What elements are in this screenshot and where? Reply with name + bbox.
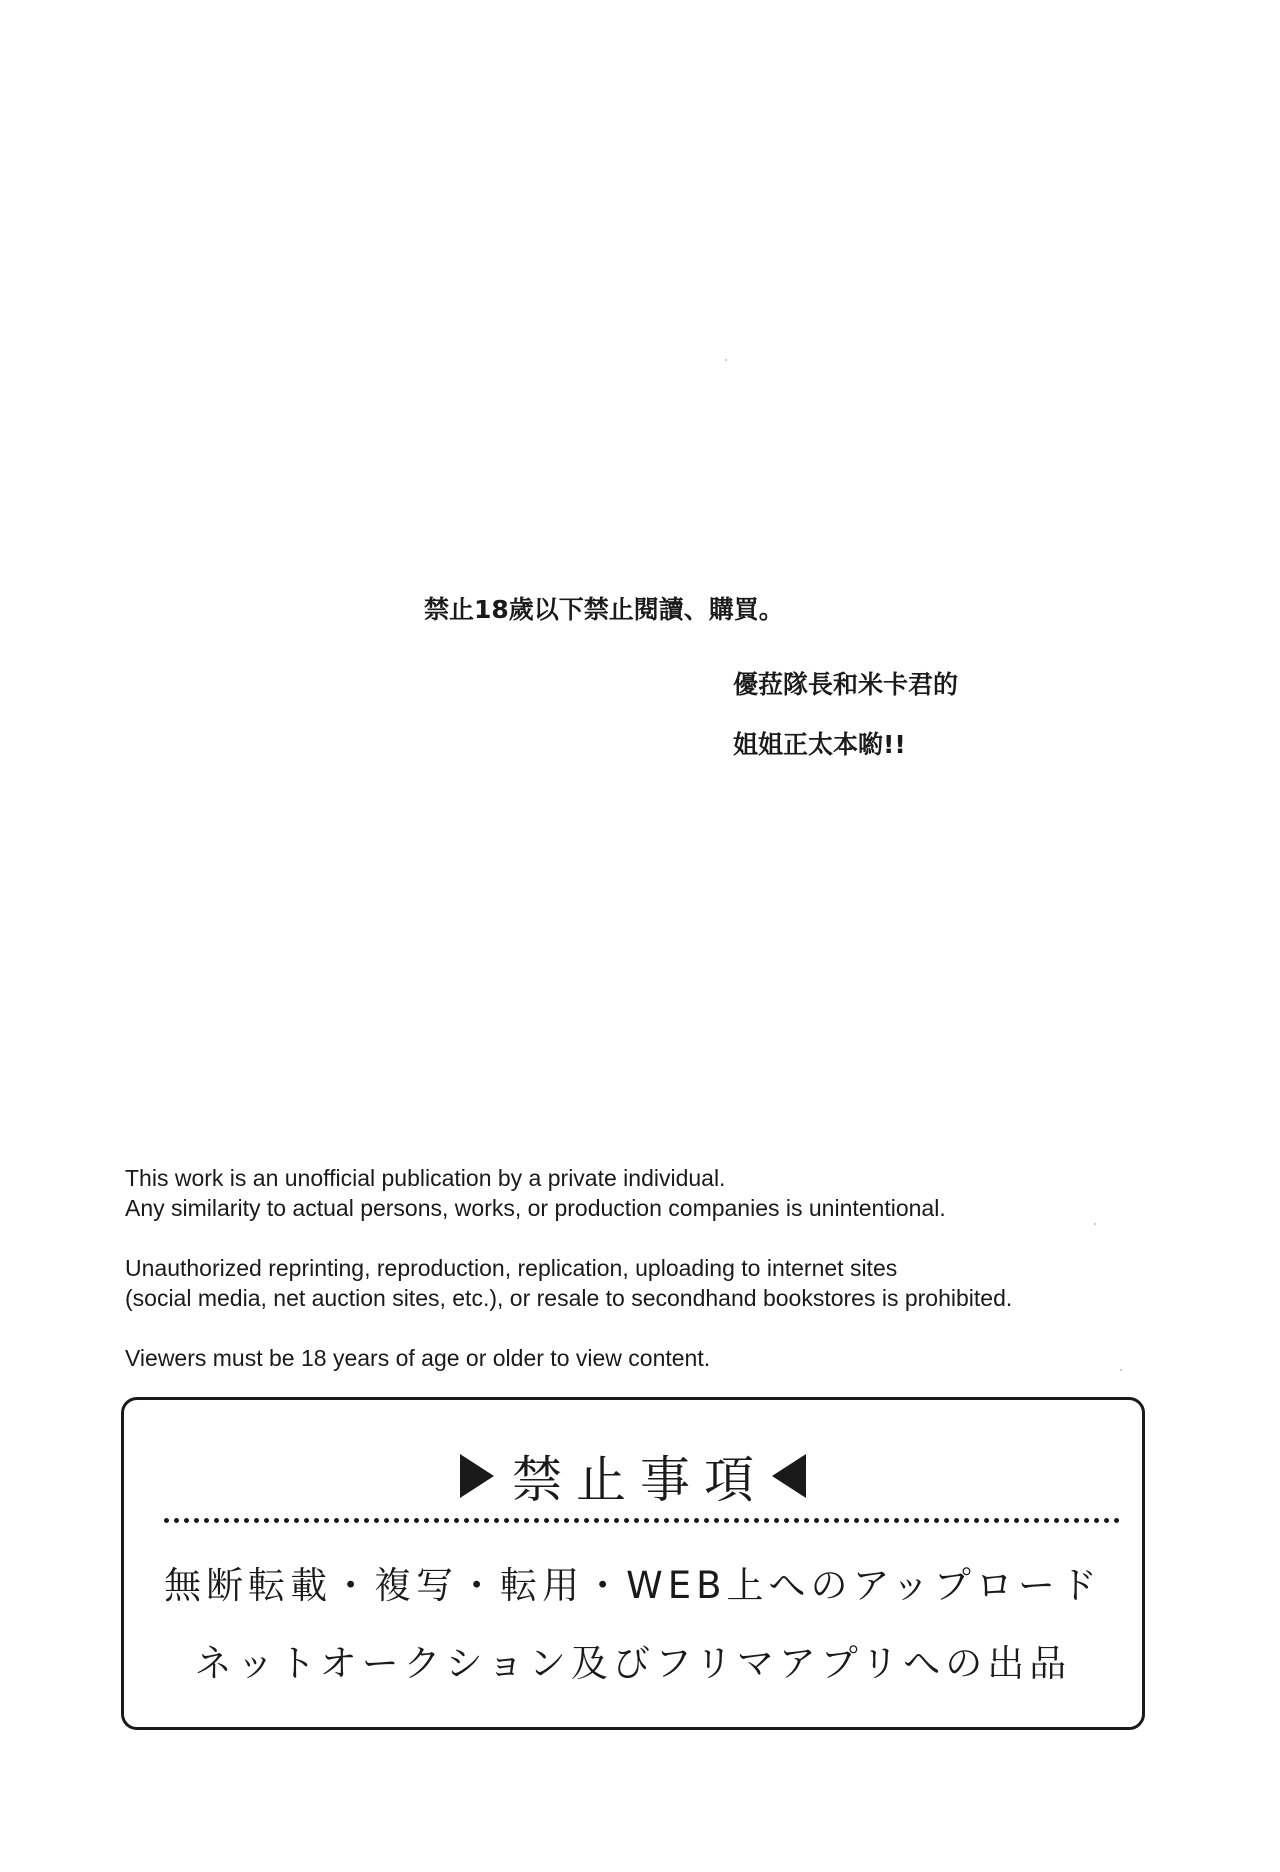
prohibited-items-heading — [124, 1440, 1142, 1512]
english-disclaimer — [125, 1163, 1012, 1373]
book-title-line-1: 優菈隊長和米卡君的 — [733, 670, 959, 699]
age-restriction-notice: 禁止18歲以下禁止閱讀、購買。 — [424, 595, 784, 624]
prohibited-items-title: 禁止事項 — [512, 1451, 768, 1509]
disclaimer-line: This work is an unofficial publication by a private individual. — [125, 1165, 726, 1191]
prohibited-line-1: 無断転載・複写・転用・WEB上へのアップロード — [164, 1564, 1102, 1607]
disclaimer-line: (social media, net auction sites, etc.), or resale to secondhand bookstores is prohibited. — [125, 1285, 1013, 1311]
disclaimer-line: Unauthorized reprinting, reproduction, replication, uploading to internet sites — [125, 1255, 898, 1281]
book-title-line-2: 姐姐正太本喲!! — [733, 730, 906, 759]
disclaimer-line: Viewers must be 18 years of age or older to view content. — [125, 1345, 711, 1371]
triangle-right-icon — [460, 1454, 494, 1498]
triangle-left-icon — [772, 1454, 806, 1498]
prohibited-items-box — [121, 1397, 1145, 1730]
scan-speck — [1120, 1369, 1122, 1371]
scan-speck — [725, 359, 727, 361]
scan-speck — [1094, 1223, 1096, 1225]
dotted-divider — [164, 1518, 1120, 1523]
disclaimer-line: Any similarity to actual persons, works, or production companies is unintentional. — [125, 1195, 946, 1221]
prohibited-line-2: ネットオークション及びフリマアプリへの出品 — [194, 1642, 1072, 1685]
